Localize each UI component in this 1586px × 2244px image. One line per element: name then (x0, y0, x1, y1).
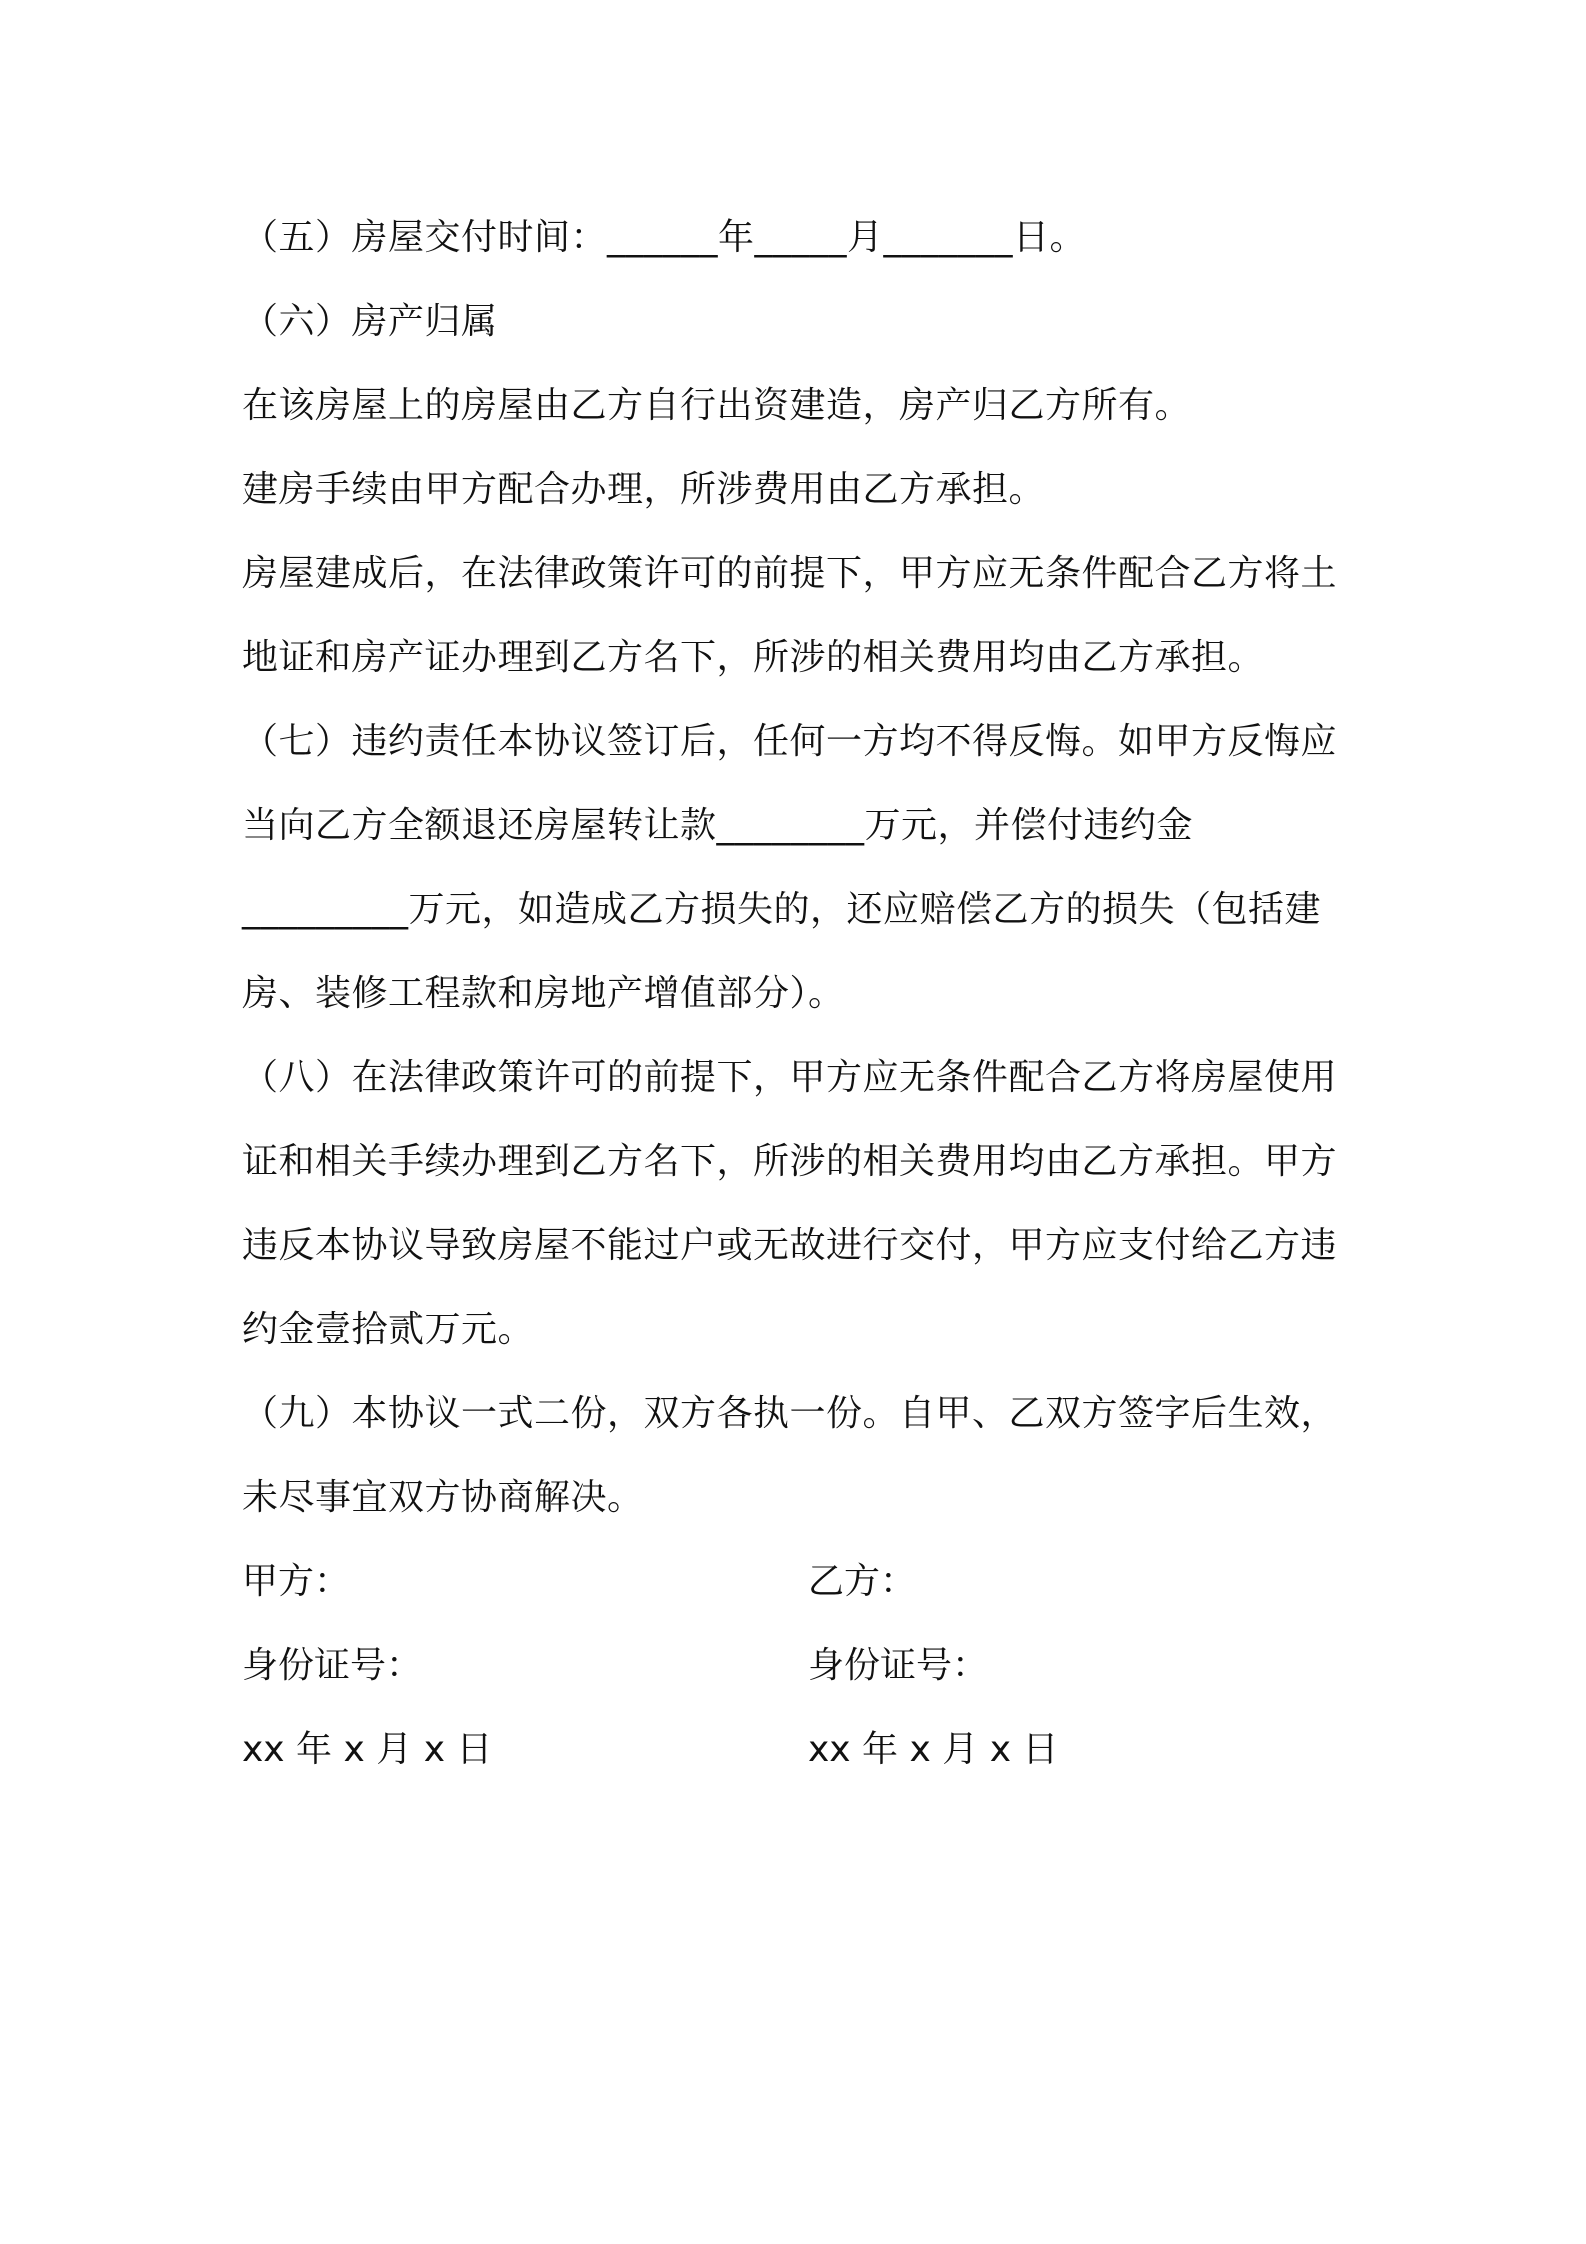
clause-6-heading: （六）房产归属 (242, 301, 498, 342)
signature-id-row (242, 1624, 1362, 1708)
party-a-label: 甲方： (242, 1561, 351, 1602)
clause-5-delivery-time: （五）房屋交付时间：______年_____月_______日。 (242, 217, 1087, 258)
clause-6-text-1: 在该房屋上的房屋由乙方自行出资建造，房产归乙方所有。 (242, 385, 1192, 426)
clause-8-text-4: 约金壹拾贰万元。 (242, 1309, 535, 1350)
party-a-id-label: 身份证号： (242, 1645, 423, 1686)
signature-date-row (242, 1708, 1362, 1792)
party-b-label: 乙方： (808, 1561, 917, 1602)
clause-7-text-4: 房、装修工程款和房地产增值部分）。 (242, 973, 845, 1014)
party-b-date: xx 年 x 月 x 日 (808, 1729, 1059, 1770)
clause-6-text-4: 地证和房产证办理到乙方名下，所涉的相关费用均由乙方承担。 (242, 637, 1265, 678)
clause-8-text-2: 证和相关手续办理到乙方名下，所涉的相关费用均由乙方承担。甲方 (242, 1141, 1338, 1182)
clause-8-text-1: （八）在法律政策许可的前提下，甲方应无条件配合乙方将房屋使用 (242, 1057, 1338, 1098)
clause-6-text-2: 建房手续由甲方配合办理，所涉费用由乙方承担。 (242, 469, 1046, 510)
document-body (242, 196, 1362, 1792)
clause-9-text-2: 未尽事宜双方协商解决。 (242, 1477, 644, 1518)
clause-9-text-1: （九）本协议一式二份，双方各执一份。自甲、乙双方签字后生效， (242, 1393, 1338, 1434)
party-b-id-label: 身份证号： (808, 1645, 989, 1686)
clause-7-text-2: 当向乙方全额退还房屋转让款________万元，并偿付违约金 (242, 805, 1194, 846)
signature-party-row (242, 1540, 1362, 1624)
party-a-date: xx 年 x 月 x 日 (242, 1729, 493, 1770)
clause-8-text-3: 违反本协议导致房屋不能过户或无故进行交付，甲方应支付给乙方违 (242, 1225, 1338, 1266)
clause-7-text-1: （七）违约责任本协议签订后，任何一方均不得反悔。如甲方反悔应 (242, 721, 1338, 762)
clause-7-text-3: _________万元，如造成乙方损失的，还应赔偿乙方的损失（包括建 (242, 889, 1322, 930)
clause-6-text-3: 房屋建成后，在法律政策许可的前提下，甲方应无条件配合乙方将土 (242, 553, 1338, 594)
